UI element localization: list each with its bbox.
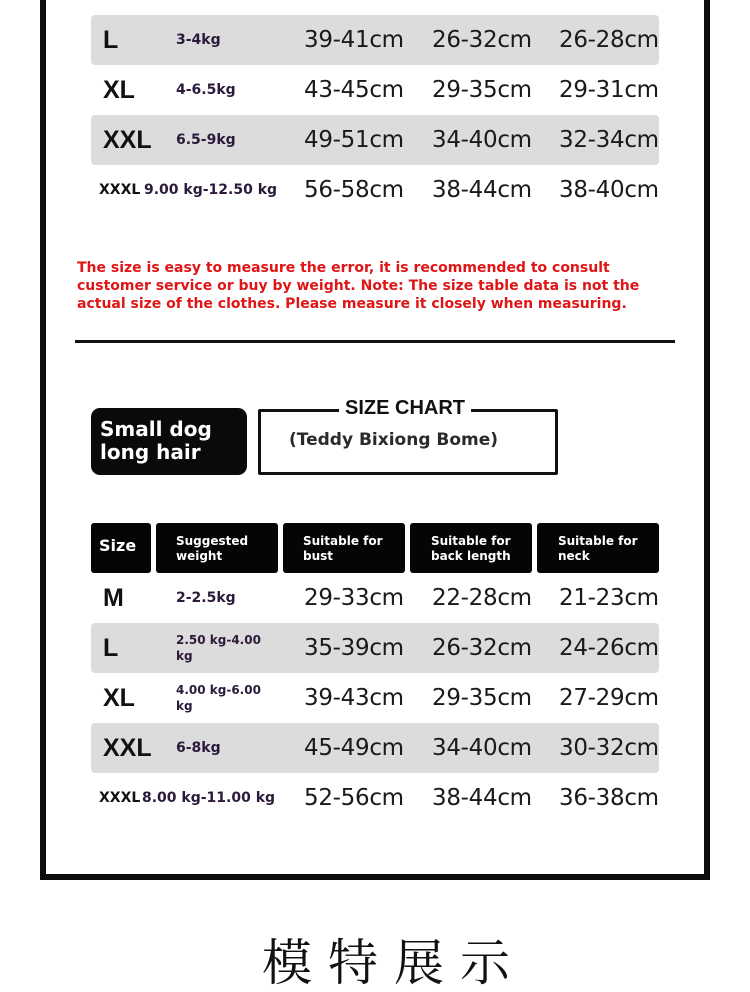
model-display-heading: 模特展示 (262, 934, 526, 992)
header-back-length-label: Suitable for back length (431, 534, 511, 563)
back-length-cell: 29-35cm (432, 77, 532, 103)
neck-cell: 36-38cm (559, 785, 659, 811)
size-cell: XL (103, 683, 135, 712)
bust-cell: 56-58cm (304, 177, 404, 203)
bust-cell: 39-41cm (304, 27, 404, 53)
bust-cell: 49-51cm (304, 127, 404, 153)
weight-cell: 6.5-9kg (176, 132, 236, 148)
neck-cell: 30-32cm (559, 735, 659, 761)
size-cell: M (103, 583, 124, 612)
table-row (91, 15, 659, 65)
bust-cell: 35-39cm (304, 635, 404, 661)
size-cell: XXXL (99, 790, 141, 806)
back-length-cell: 26-32cm (432, 27, 532, 53)
header-weight (156, 523, 278, 573)
back-length-cell: 34-40cm (432, 735, 532, 761)
back-length-cell: 22-28cm (432, 585, 532, 611)
bust-cell: 45-49cm (304, 735, 404, 761)
table-row (91, 573, 659, 623)
header-weight-label: Suggested weight (176, 534, 249, 563)
weight-cell: 4.00 kg-6.00 kg (176, 683, 261, 713)
size-cell: XXL (103, 125, 152, 154)
table-row (91, 673, 659, 723)
size-cell: XL (103, 75, 135, 104)
header-size (91, 523, 151, 573)
neck-cell: 32-34cm (559, 127, 659, 153)
neck-cell: 21-23cm (559, 585, 659, 611)
weight-cell: 3-4kg (176, 32, 221, 48)
header-neck-label: Suitable for neck (558, 534, 638, 563)
size-chart-title: SIZE CHART (339, 397, 471, 420)
table-row (91, 65, 659, 115)
table-row (91, 773, 659, 823)
header-neck (537, 523, 659, 573)
neck-cell: 26-28cm (559, 27, 659, 53)
table-row (91, 623, 659, 673)
back-length-cell: 38-44cm (432, 177, 532, 203)
neck-cell: 27-29cm (559, 685, 659, 711)
weight-cell: 9.00 kg-12.50 kg (144, 182, 278, 198)
table-row (91, 115, 659, 165)
back-length-cell: 26-32cm (432, 635, 532, 661)
weight-cell: 2-2.5kg (176, 590, 236, 606)
measurement-note: The size is easy to measure the error, it is recommended to consult customer service or buy by weight. Note: The size table data is not the actual size of the clothes. Please measure it closely when measuring. (77, 260, 640, 312)
weight-cell: 2.50 kg-4.00 kg (176, 633, 261, 663)
bust-cell: 29-33cm (304, 585, 404, 611)
header-bust-label: Suitable for bust (303, 534, 383, 563)
header-size-label: Size (99, 536, 137, 555)
back-length-cell: 34-40cm (432, 127, 532, 153)
size-chart-subtitle: (Teddy Bixiong Bome) (289, 430, 499, 450)
size-cell: L (103, 25, 119, 54)
dog-type-badge: Small dog long hair (91, 408, 247, 475)
weight-cell: 4-6.5kg (176, 82, 236, 98)
bust-cell: 52-56cm (304, 785, 404, 811)
back-length-cell: 29-35cm (432, 685, 532, 711)
weight-cell: 8.00 kg-11.00 kg (142, 790, 276, 806)
neck-cell: 24-26cm (559, 635, 659, 661)
weight-cell: 6-8kg (176, 740, 221, 756)
bust-cell: 39-43cm (304, 685, 404, 711)
bust-cell: 43-45cm (304, 77, 404, 103)
size-cell: XXXL (99, 182, 141, 198)
header-bust (283, 523, 405, 573)
size-cell: XXL (103, 733, 152, 762)
table-row (91, 165, 659, 215)
table-row (91, 723, 659, 773)
section-divider (75, 340, 675, 343)
neck-cell: 38-40cm (559, 177, 659, 203)
header-back-length (410, 523, 532, 573)
neck-cell: 29-31cm (559, 77, 659, 103)
size-cell: L (103, 633, 119, 662)
back-length-cell: 38-44cm (432, 785, 532, 811)
